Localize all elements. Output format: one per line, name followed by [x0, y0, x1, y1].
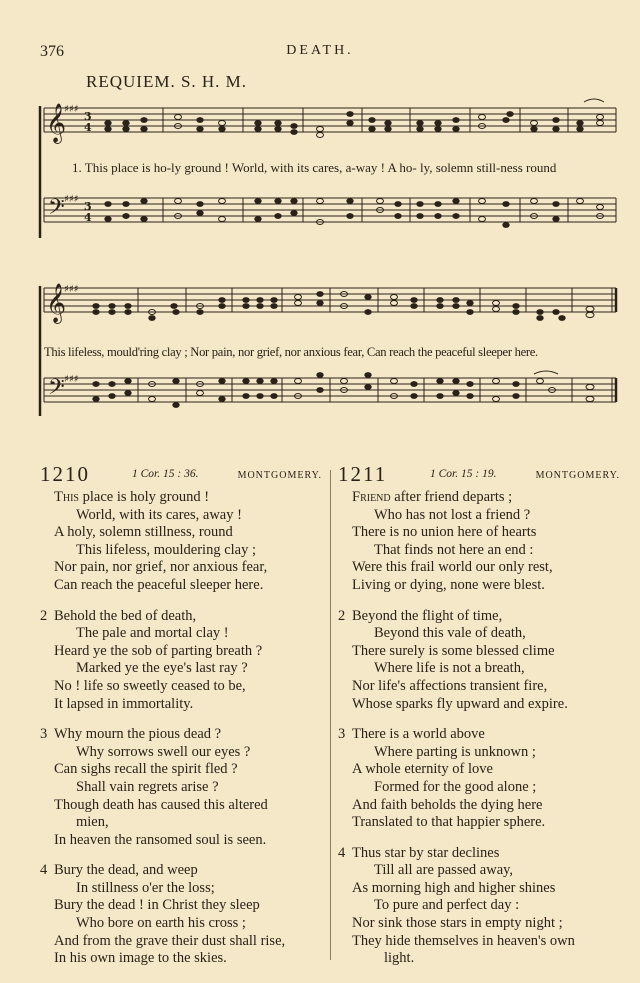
music-lyrics-line-2: This lifeless, mould'ring clay ; Nor pain, nor grief, nor anxious fear, Can reach the peaceful sleeper here.	[44, 345, 538, 359]
svg-text:♯♯♯: ♯♯♯	[64, 284, 79, 295]
hymn-header-1210	[40, 462, 322, 487]
verse-line: Who has not lost a friend ?	[374, 506, 531, 523]
scripture-reference: 1 Cor. 15 : 36.	[132, 468, 199, 480]
stanza-2	[338, 607, 575, 714]
verse-line: Why mourn the pious dead ?	[54, 726, 222, 743]
sharp-icon: ♯♯♯	[64, 104, 79, 115]
verse-line: Bury the dead ! in Christ they sleep	[54, 897, 260, 914]
verse-line: In heaven the ransomed soul is seen.	[54, 831, 267, 848]
verse-line: Can reach the peaceful sleeper here.	[54, 576, 264, 593]
verse-line: Where parting is unknown ;	[374, 743, 536, 760]
verse-line: Who bore on earth his cross ;	[76, 915, 246, 932]
stanza-number: 4	[40, 862, 48, 879]
notes-bass-1	[105, 199, 604, 228]
verse-line: Marked ye the eye's last ray ?	[76, 660, 248, 677]
verse-line: It lapsed in immortality.	[54, 695, 194, 712]
stanza-number: 3	[40, 726, 48, 743]
verse-line: Translated to that happier sphere.	[352, 814, 546, 831]
treble-staff-1	[44, 108, 616, 132]
verse-line: Living or dying, none were blest.	[352, 576, 545, 593]
verse-line: In stillness o'er the loss;	[76, 879, 215, 896]
svg-text:𝄢: 𝄢	[48, 375, 65, 405]
verse-line: place is holy ground !	[78, 489, 210, 505]
verse-line: Heard ye the sob of parting breath ?	[54, 642, 263, 659]
verse-line: No ! life so sweetly ceased to be,	[54, 677, 246, 694]
verse-line: Beyond this vale of death,	[374, 625, 526, 642]
verse-line: There is a world above	[352, 726, 485, 743]
verse-line: World, with its cares, away !	[76, 506, 242, 523]
verse-line: And faith beholds the dying here	[352, 796, 543, 813]
music-lyrics-line-1: 1. This place is ho-ly ground ! World, with its cares, a-way ! A ho- ly, solemn still-ness round	[72, 160, 557, 175]
verse-line: Though death has caused this altered	[54, 796, 268, 813]
hymn-1211-text	[338, 489, 575, 968]
svg-text:♯♯♯: ♯♯♯	[64, 194, 79, 205]
column-divider	[330, 470, 331, 960]
verse-line: after friend departs ;	[390, 489, 513, 505]
verse-line: There surely is some blessed clime	[352, 642, 555, 659]
svg-text:4: 4	[84, 121, 92, 134]
hymn-header-1211	[338, 462, 620, 487]
bass-clef-icon: 𝄢	[48, 195, 65, 225]
verse-line: There is no union here of hearts	[352, 524, 537, 541]
verse-line: Were this frail world our only rest,	[352, 559, 553, 576]
stanza-3	[40, 726, 285, 849]
verse-line: Beyond the flight of time,	[352, 607, 503, 624]
stanza-number: 2	[40, 607, 48, 624]
stanza-2	[40, 607, 285, 714]
verse-line: Nor life's affections transient fire,	[352, 677, 548, 694]
verse-line: To pure and perfect day :	[374, 897, 520, 914]
scripture-reference: 1 Cor. 15 : 19.	[430, 468, 497, 480]
first-word: This	[54, 489, 79, 505]
verse-line: Why sorrows swell our eyes ?	[76, 743, 251, 760]
verse-line: And from the grave their dust shall rise,	[54, 932, 286, 949]
stanza-1	[54, 489, 285, 595]
verse-line: This lifeless, mouldering clay ;	[76, 541, 257, 558]
stanza-4	[338, 844, 575, 968]
stanza-3	[338, 726, 575, 832]
svg-text:3: 3	[84, 110, 92, 123]
verse-line: The pale and mortal clay !	[76, 625, 229, 642]
hymn-number: 1211	[338, 462, 388, 486]
verse-line: A whole eternity of love	[352, 761, 493, 778]
tune-name: REQUIEM. S. H. M.	[86, 72, 248, 91]
verse-line: Whose sparks fly upward and expire.	[352, 695, 568, 712]
verse-line: Shall vain regrets arise ?	[76, 778, 219, 795]
treble-clef-icon: 𝄞	[46, 103, 67, 143]
verse-line: mien,	[76, 814, 109, 831]
svg-text:3: 3	[84, 200, 92, 213]
verse-line: Nor sink those stars in empty night ;	[352, 915, 563, 932]
hymn-1210-text	[40, 489, 286, 968]
stanza-number: 4	[338, 844, 346, 861]
running-title: DEATH.	[286, 43, 354, 58]
verse-line: Where life is not a breath,	[374, 660, 525, 677]
hymn-number: 1210	[40, 462, 90, 486]
verse-line: Thus star by star declines	[352, 844, 500, 861]
verse-line: In his own image to the skies.	[54, 950, 227, 967]
verse-line: As morning high and higher shines	[352, 879, 556, 896]
svg-text:♯♯♯: ♯♯♯	[64, 374, 79, 385]
verse-line: That finds not here an end :	[374, 541, 534, 558]
verse-line: Bury the dead, and weep	[54, 862, 198, 879]
verse-line: They hide themselves in heaven's own	[352, 932, 575, 949]
svg-text:𝄞: 𝄞	[46, 283, 67, 323]
page-number: 376	[40, 43, 64, 60]
first-word: Friend	[352, 489, 391, 505]
stanza-4	[40, 862, 286, 968]
verse-line: A holy, solemn stillness, round	[54, 524, 233, 541]
hymn-author: MONTGOMERY.	[237, 470, 322, 481]
verse-line: Can sighs recall the spirit fled ?	[54, 761, 238, 778]
svg-text:4: 4	[84, 211, 92, 224]
stanza-number: 2	[338, 607, 346, 624]
verse-line: Till all are passed away,	[374, 862, 514, 879]
stanza-1	[352, 489, 575, 595]
verse-line: Behold the bed of death,	[54, 607, 197, 624]
stanza-number: 3	[338, 726, 346, 743]
verse-line: light.	[384, 950, 415, 967]
hymn-author: MONTGOMERY.	[535, 470, 620, 481]
verse-line: Nor pain, nor grief, nor anxious fear,	[54, 559, 268, 576]
verse-line: Formed for the good alone ;	[374, 778, 537, 795]
